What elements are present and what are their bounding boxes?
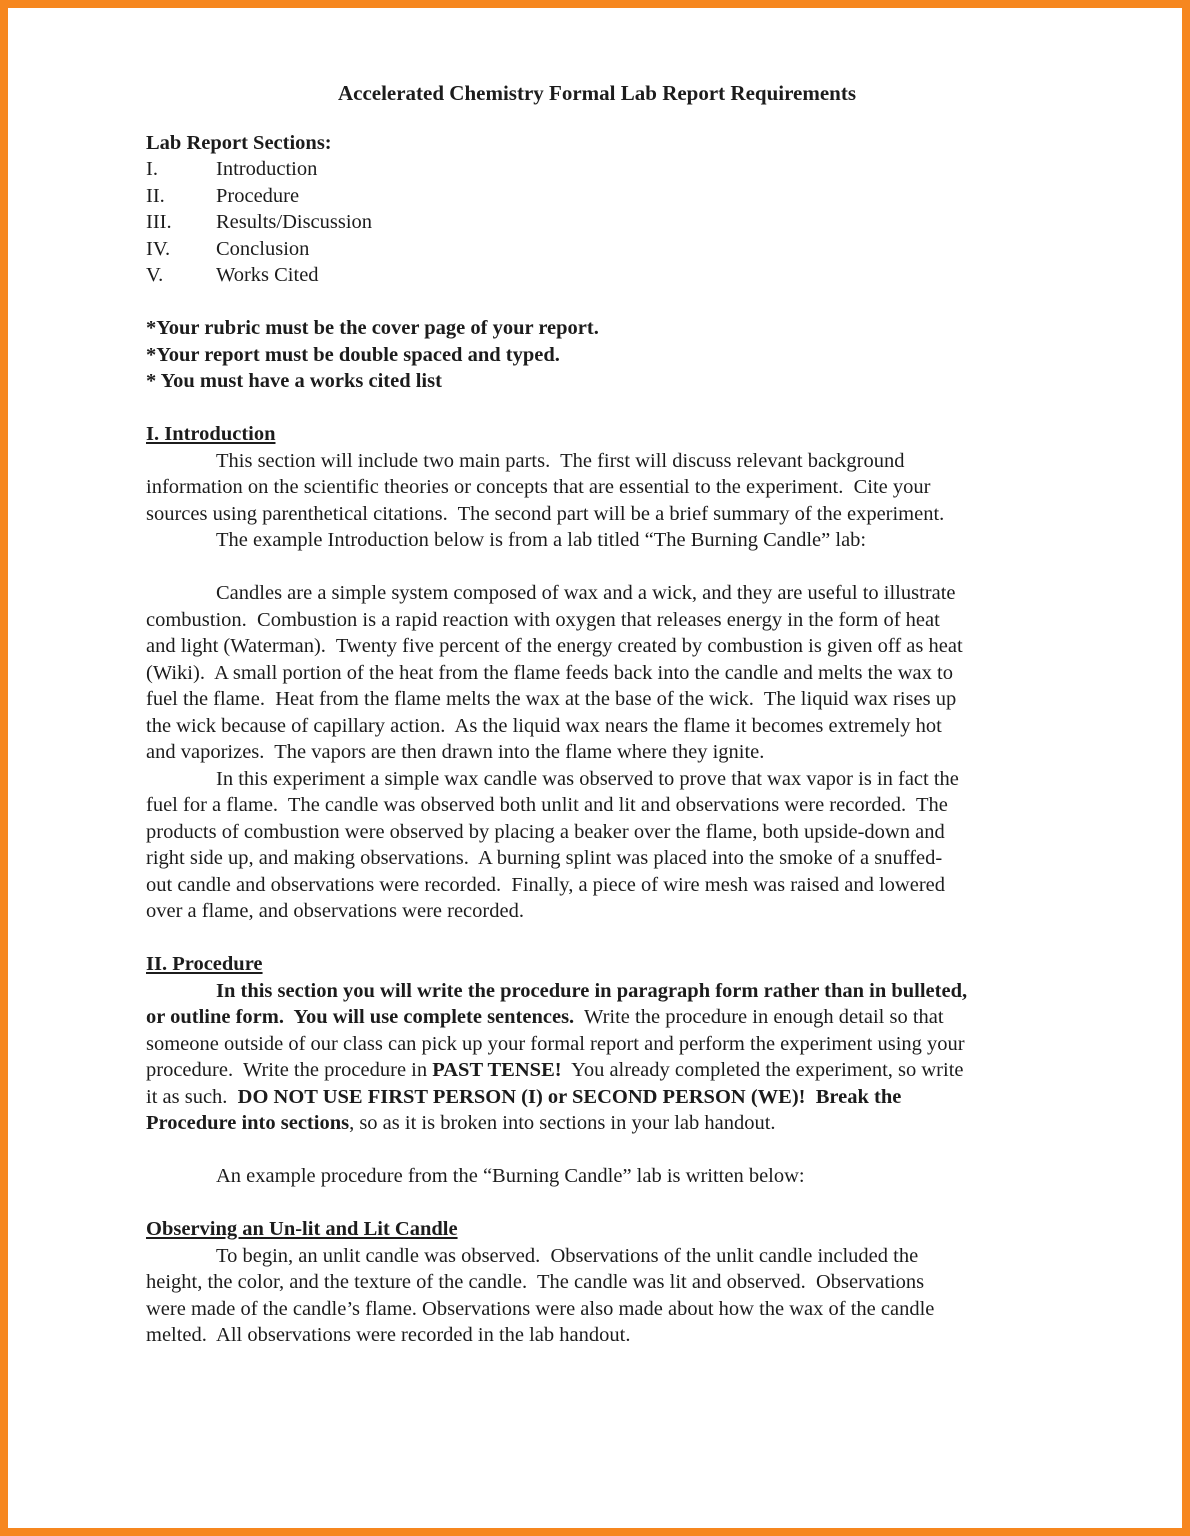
text-line: melted. All observations were recorded in the lab handout. [146, 1324, 631, 1346]
text-line: or outline form. You will use complete sentences. Write the procedure in enough detail so that [146, 1006, 944, 1028]
text-line: products of combustion were observed by placing a beaker over the flame, both upside-down and [146, 820, 945, 843]
list-item [146, 156, 1048, 183]
list-item [146, 236, 1048, 263]
text-line: In this experiment a simple wax candle was observed to prove that wax vapor is in fact the [216, 767, 959, 790]
lab-report-sections-heading: Lab Report Sections: [146, 131, 332, 154]
introduction-section-heading: I. Introduction [146, 423, 276, 445]
text-line: someone outside of our class can pick up your formal report and perform the experiment using your [146, 1032, 965, 1055]
procedure-paragraph [146, 978, 1048, 1137]
list-item-numeral: I. [146, 158, 158, 180]
text-line: the wick because of capillary action. As the liquid wax nears the flame it becomes extremely hot [146, 714, 942, 737]
text-line: height, the color, and the texture of the candle. The candle was lit and observed. Observations [146, 1271, 925, 1293]
list-item-numeral: V. [146, 264, 164, 286]
list-item-numeral: III. [146, 211, 172, 233]
text-line: fuel for a flame. The candle was observed both unlit and lit and observations were recorded. The [146, 794, 948, 816]
text-line: Procedure into sections, so as it is broken into sections in your lab handout. [146, 1112, 776, 1134]
text-line: over a flame, and observations were recorded. [146, 900, 524, 922]
text-line: * You must have a works cited list [146, 370, 442, 392]
document-page [8, 8, 1182, 1528]
text-line: fuel the flame. Heat from the flame melts the wax at the base of the wick. The liquid wax rises up [146, 688, 957, 710]
list-item [146, 262, 1048, 289]
text-line: sources using parenthetical citations. The second part will be a brief summary of the experiment. [146, 502, 945, 525]
text-line: *Your report must be double spaced and typed. [146, 343, 560, 366]
document-title: Accelerated Chemistry Formal Lab Report Requirements [337, 81, 857, 105]
example-procedure-note [146, 1163, 1048, 1190]
text-line: procedure. Write the procedure in PAST TENSE! You already completed the experiment, so write [146, 1059, 964, 1081]
list-item-numeral: II. [146, 184, 165, 207]
list-item-label: Results/Discussion [216, 211, 373, 233]
text-line: In this section you will write the procedure in paragraph form rather than in bulleted, [216, 979, 968, 1002]
text-line: and light (Waterman). Twenty five percent of the energy created by combustion is given off as heat [146, 635, 963, 657]
report-notes [146, 315, 1048, 395]
text-line: and vaporizes. The vapors are then drawn into the flame where they ignite. [146, 741, 765, 763]
list-item-numeral: IV. [146, 237, 171, 260]
list-item [146, 183, 1048, 210]
list-item-label: Works Cited [216, 264, 319, 286]
observing-candle-heading: Observing an Un-lit and Lit Candle [146, 1218, 458, 1240]
text-line: Candles are a simple system composed of wax and a wick, and they are useful to illustrate [216, 582, 956, 604]
procedure-section-heading: II. Procedure [146, 953, 263, 975]
text-line: This section will include two main parts. The first will discuss relevant background [216, 449, 905, 472]
example-introduction-paragraph [146, 580, 1048, 925]
text-line: were made of the candle’s flame. Observations were also made about how the wax of the candle [146, 1297, 935, 1320]
lab-report-sections [146, 130, 1048, 289]
text-line: it as such. DO NOT USE FIRST PERSON (I) or SECOND PERSON (WE)! Break the [146, 1085, 902, 1108]
observing-candle-paragraph [146, 1243, 1048, 1349]
text-line: To begin, an unlit candle was observed. Observations of the unlit candle included the [216, 1244, 919, 1267]
list-item-label: Conclusion [216, 237, 310, 260]
list-item-label: Procedure [216, 184, 300, 207]
text-line: combustion. Combustion is a rapid reaction with oxygen that releases energy in the form of heat [146, 608, 940, 631]
introduction-paragraph [146, 448, 1048, 554]
text-line: right side up, and making observations. A burning splint was placed into the smoke of a snuffed- [146, 847, 943, 869]
text-line: *Your rubric must be the cover page of your report. [146, 317, 599, 339]
lab-report-sections-list [146, 156, 1048, 289]
text-line: out candle and observations were recorded. Finally, a piece of wire mesh was raised and lowered [146, 873, 946, 896]
text-line: information on the scientific theories or concepts that are essential to the experiment. Cite your [146, 476, 931, 498]
text-line: An example procedure from the “Burning Candle” lab is written below: [216, 1165, 805, 1187]
list-item-label: Introduction [216, 158, 318, 180]
list-item [146, 209, 1048, 236]
text-line: (Wiki). A small portion of the heat from the flame feeds back into the candle and melts the wax to [146, 661, 953, 684]
text-line: The example Introduction below is from a lab titled “The Burning Candle” lab: [216, 529, 867, 551]
